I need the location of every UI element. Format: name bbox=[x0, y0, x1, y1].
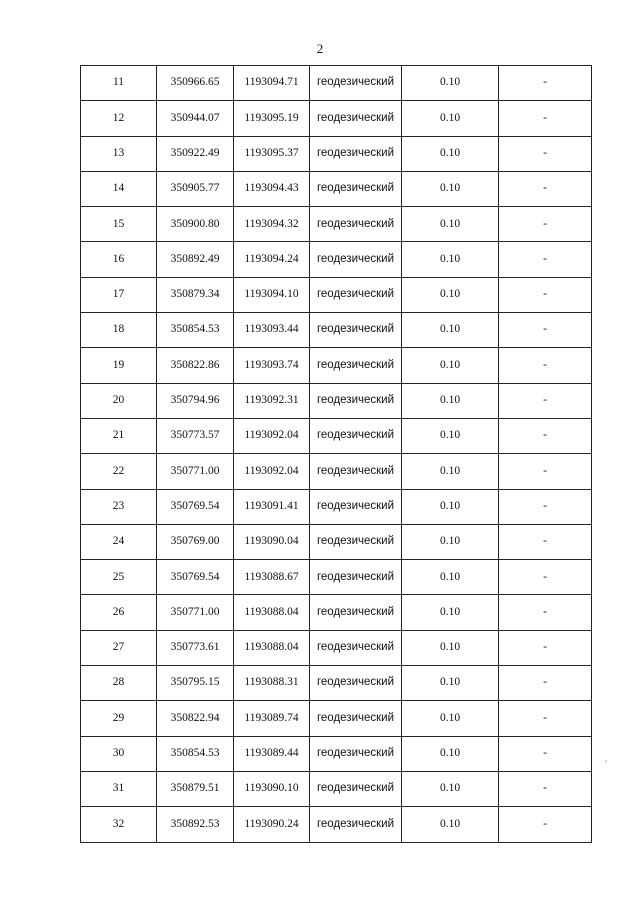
accuracy-cell: 0.10 bbox=[402, 66, 499, 101]
x-coordinate-cell: 350773.57 bbox=[157, 418, 234, 453]
x-coordinate-cell: 350822.94 bbox=[157, 701, 234, 736]
table-row bbox=[81, 736, 592, 771]
y-coordinate-cell: 1193090.24 bbox=[234, 807, 310, 842]
table-row bbox=[81, 207, 592, 242]
note-cell: - bbox=[499, 207, 592, 242]
point-number-cell: 15 bbox=[81, 207, 157, 242]
y-coordinate-cell: 1193092.04 bbox=[234, 418, 310, 453]
x-coordinate-cell: 350966.65 bbox=[157, 66, 234, 101]
table-row bbox=[81, 383, 592, 418]
method-cell: геодезический bbox=[310, 666, 402, 701]
accuracy-cell: 0.10 bbox=[402, 101, 499, 136]
accuracy-cell: 0.10 bbox=[402, 595, 499, 630]
y-coordinate-cell: 1193090.10 bbox=[234, 771, 310, 806]
note-cell: - bbox=[499, 348, 592, 383]
table-row bbox=[81, 242, 592, 277]
table-row bbox=[81, 101, 592, 136]
x-coordinate-cell: 350822.86 bbox=[157, 348, 234, 383]
point-number-cell: 32 bbox=[81, 807, 157, 842]
method-cell: геодезический bbox=[310, 630, 402, 665]
table-row bbox=[81, 489, 592, 524]
method-cell: геодезический bbox=[310, 383, 402, 418]
y-coordinate-cell: 1193094.71 bbox=[234, 66, 310, 101]
table-row bbox=[81, 595, 592, 630]
y-coordinate-cell: 1193092.04 bbox=[234, 454, 310, 489]
y-coordinate-cell: 1193094.10 bbox=[234, 277, 310, 312]
note-cell: - bbox=[499, 524, 592, 559]
note-cell: - bbox=[499, 418, 592, 453]
y-coordinate-cell: 1193093.74 bbox=[234, 348, 310, 383]
table-row bbox=[81, 560, 592, 595]
accuracy-cell: 0.10 bbox=[402, 489, 499, 524]
note-cell: - bbox=[499, 595, 592, 630]
x-coordinate-cell: 350922.49 bbox=[157, 136, 234, 171]
accuracy-cell: 0.10 bbox=[402, 207, 499, 242]
x-coordinate-cell: 350771.00 bbox=[157, 454, 234, 489]
accuracy-cell: 0.10 bbox=[402, 348, 499, 383]
accuracy-cell: 0.10 bbox=[402, 524, 499, 559]
table-row bbox=[81, 454, 592, 489]
method-cell: геодезический bbox=[310, 207, 402, 242]
table-row bbox=[81, 66, 592, 101]
accuracy-cell: 0.10 bbox=[402, 454, 499, 489]
note-cell: - bbox=[499, 560, 592, 595]
note-cell: - bbox=[499, 277, 592, 312]
point-number-cell: 28 bbox=[81, 666, 157, 701]
x-coordinate-cell: 350795.15 bbox=[157, 666, 234, 701]
point-number-cell: 25 bbox=[81, 560, 157, 595]
coordinates-table-body bbox=[81, 66, 592, 843]
table-row bbox=[81, 630, 592, 665]
point-number-cell: 27 bbox=[81, 630, 157, 665]
accuracy-cell: 0.10 bbox=[402, 630, 499, 665]
method-cell: геодезический bbox=[310, 277, 402, 312]
method-cell: геодезический bbox=[310, 595, 402, 630]
table-row bbox=[81, 771, 592, 806]
note-cell: - bbox=[499, 454, 592, 489]
method-cell: геодезический bbox=[310, 454, 402, 489]
accuracy-cell: 0.10 bbox=[402, 807, 499, 842]
note-cell: - bbox=[499, 313, 592, 348]
note-cell: - bbox=[499, 383, 592, 418]
y-coordinate-cell: 1193089.74 bbox=[234, 701, 310, 736]
y-coordinate-cell: 1193094.43 bbox=[234, 171, 310, 206]
table-row bbox=[81, 524, 592, 559]
method-cell: геодезический bbox=[310, 560, 402, 595]
point-number-cell: 23 bbox=[81, 489, 157, 524]
table-row bbox=[81, 701, 592, 736]
point-number-cell: 29 bbox=[81, 701, 157, 736]
point-number-cell: 20 bbox=[81, 383, 157, 418]
note-cell: - bbox=[499, 66, 592, 101]
accuracy-cell: 0.10 bbox=[402, 418, 499, 453]
accuracy-cell: 0.10 bbox=[402, 701, 499, 736]
note-cell: - bbox=[499, 666, 592, 701]
method-cell: геодезический bbox=[310, 524, 402, 559]
accuracy-cell: 0.10 bbox=[402, 136, 499, 171]
point-number-cell: 17 bbox=[81, 277, 157, 312]
method-cell: геодезический bbox=[310, 171, 402, 206]
method-cell: геодезический bbox=[310, 418, 402, 453]
x-coordinate-cell: 350769.00 bbox=[157, 524, 234, 559]
point-number-cell: 31 bbox=[81, 771, 157, 806]
method-cell: геодезический bbox=[310, 101, 402, 136]
y-coordinate-cell: 1193094.32 bbox=[234, 207, 310, 242]
x-coordinate-cell: 350771.00 bbox=[157, 595, 234, 630]
x-coordinate-cell: 350905.77 bbox=[157, 171, 234, 206]
note-cell: - bbox=[499, 136, 592, 171]
point-number-cell: 22 bbox=[81, 454, 157, 489]
y-coordinate-cell: 1193088.67 bbox=[234, 560, 310, 595]
accuracy-cell: 0.10 bbox=[402, 242, 499, 277]
x-coordinate-cell: 350794.96 bbox=[157, 383, 234, 418]
point-number-cell: 12 bbox=[81, 101, 157, 136]
point-number-cell: 19 bbox=[81, 348, 157, 383]
y-coordinate-cell: 1193092.31 bbox=[234, 383, 310, 418]
x-coordinate-cell: 350769.54 bbox=[157, 560, 234, 595]
method-cell: геодезический bbox=[310, 242, 402, 277]
method-cell: геодезический bbox=[310, 136, 402, 171]
method-cell: геодезический bbox=[310, 348, 402, 383]
note-cell: - bbox=[499, 807, 592, 842]
x-coordinate-cell: 350900.80 bbox=[157, 207, 234, 242]
table-row bbox=[81, 313, 592, 348]
table-row bbox=[81, 807, 592, 842]
point-number-cell: 16 bbox=[81, 242, 157, 277]
accuracy-cell: 0.10 bbox=[402, 771, 499, 806]
note-cell: - bbox=[499, 701, 592, 736]
note-cell: - bbox=[499, 736, 592, 771]
x-coordinate-cell: 350892.49 bbox=[157, 242, 234, 277]
table-row bbox=[81, 666, 592, 701]
point-number-cell: 21 bbox=[81, 418, 157, 453]
accuracy-cell: 0.10 bbox=[402, 277, 499, 312]
table-row bbox=[81, 277, 592, 312]
coordinates-table bbox=[80, 65, 592, 843]
margin-mark: › bbox=[605, 758, 608, 765]
note-cell: - bbox=[499, 771, 592, 806]
point-number-cell: 14 bbox=[81, 171, 157, 206]
y-coordinate-cell: 1193095.19 bbox=[234, 101, 310, 136]
method-cell: геодезический bbox=[310, 701, 402, 736]
x-coordinate-cell: 350892.53 bbox=[157, 807, 234, 842]
note-cell: - bbox=[499, 101, 592, 136]
note-cell: - bbox=[499, 171, 592, 206]
accuracy-cell: 0.10 bbox=[402, 736, 499, 771]
y-coordinate-cell: 1193088.31 bbox=[234, 666, 310, 701]
accuracy-cell: 0.10 bbox=[402, 666, 499, 701]
note-cell: - bbox=[499, 489, 592, 524]
y-coordinate-cell: 1193093.44 bbox=[234, 313, 310, 348]
point-number-cell: 13 bbox=[81, 136, 157, 171]
x-coordinate-cell: 350879.51 bbox=[157, 771, 234, 806]
table-row bbox=[81, 418, 592, 453]
y-coordinate-cell: 1193091.41 bbox=[234, 489, 310, 524]
y-coordinate-cell: 1193089.44 bbox=[234, 736, 310, 771]
point-number-cell: 11 bbox=[81, 66, 157, 101]
accuracy-cell: 0.10 bbox=[402, 383, 499, 418]
y-coordinate-cell: 1193088.04 bbox=[234, 595, 310, 630]
point-number-cell: 26 bbox=[81, 595, 157, 630]
method-cell: геодезический bbox=[310, 736, 402, 771]
method-cell: геодезический bbox=[310, 66, 402, 101]
point-number-cell: 24 bbox=[81, 524, 157, 559]
page-number: 2 bbox=[316, 41, 324, 56]
x-coordinate-cell: 350773.61 bbox=[157, 630, 234, 665]
x-coordinate-cell: 350854.53 bbox=[157, 313, 234, 348]
y-coordinate-cell: 1193095.37 bbox=[234, 136, 310, 171]
accuracy-cell: 0.10 bbox=[402, 171, 499, 206]
x-coordinate-cell: 350879.34 bbox=[157, 277, 234, 312]
table-row bbox=[81, 348, 592, 383]
point-number-cell: 30 bbox=[81, 736, 157, 771]
accuracy-cell: 0.10 bbox=[402, 560, 499, 595]
method-cell: геодезический bbox=[310, 489, 402, 524]
accuracy-cell: 0.10 bbox=[402, 313, 499, 348]
note-cell: - bbox=[499, 242, 592, 277]
method-cell: геодезический bbox=[310, 807, 402, 842]
x-coordinate-cell: 350769.54 bbox=[157, 489, 234, 524]
y-coordinate-cell: 1193090.04 bbox=[234, 524, 310, 559]
table-row bbox=[81, 136, 592, 171]
note-cell: - bbox=[499, 630, 592, 665]
x-coordinate-cell: 350854.53 bbox=[157, 736, 234, 771]
method-cell: геодезический bbox=[310, 771, 402, 806]
table-row bbox=[81, 171, 592, 206]
x-coordinate-cell: 350944.07 bbox=[157, 101, 234, 136]
y-coordinate-cell: 1193094.24 bbox=[234, 242, 310, 277]
point-number-cell: 18 bbox=[81, 313, 157, 348]
method-cell: геодезический bbox=[310, 313, 402, 348]
y-coordinate-cell: 1193088.04 bbox=[234, 630, 310, 665]
